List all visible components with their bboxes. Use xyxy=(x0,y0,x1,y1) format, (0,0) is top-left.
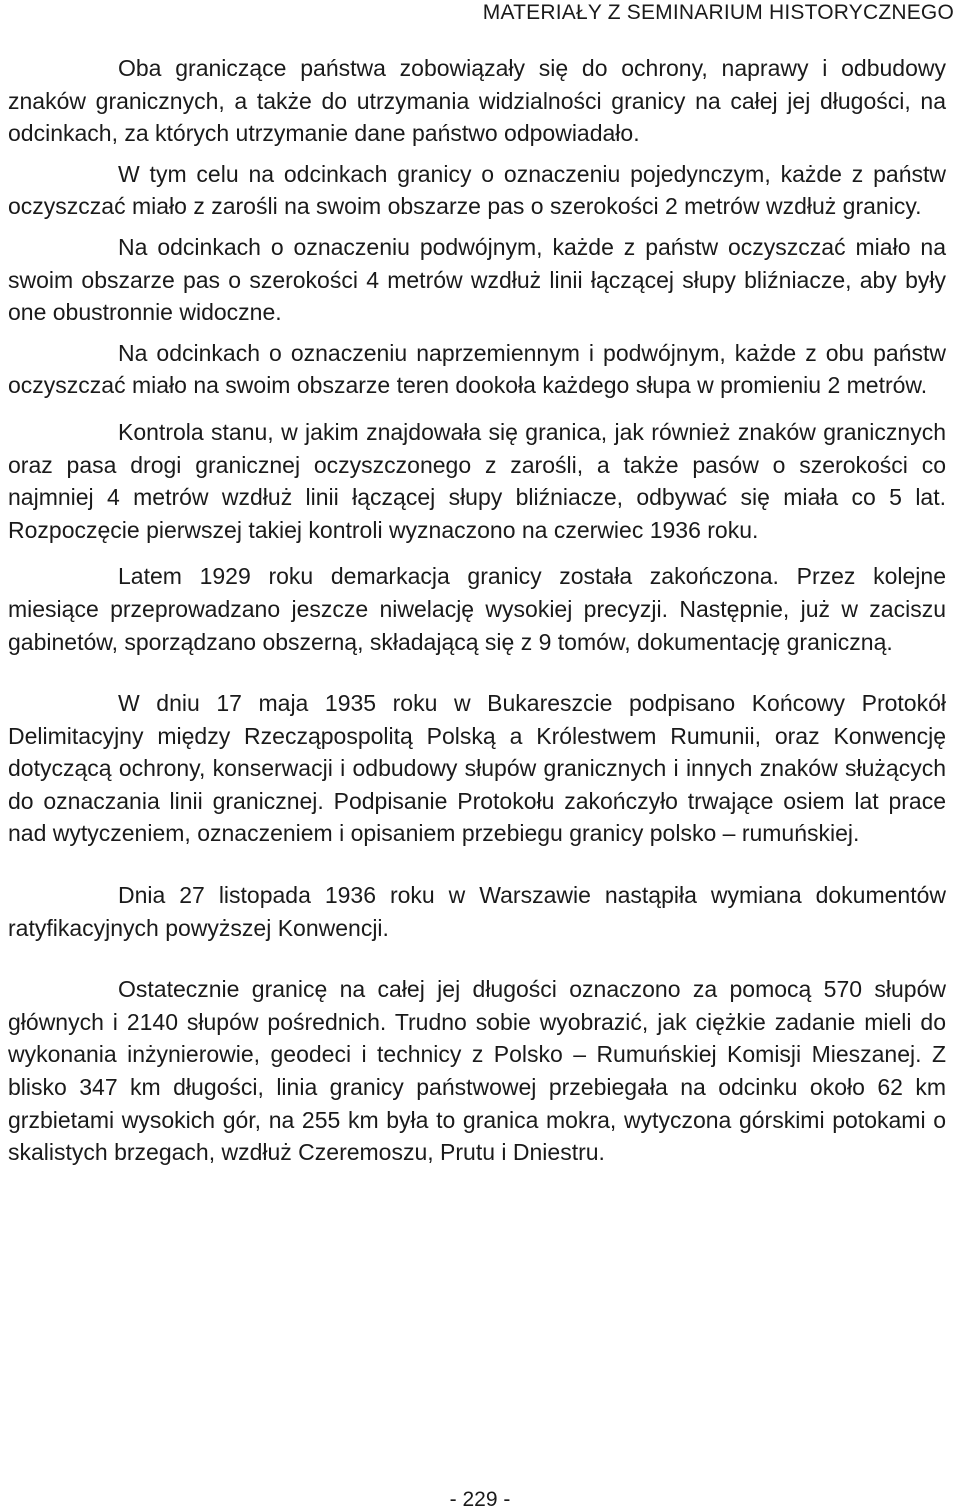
article-body xyxy=(8,52,946,1169)
paragraph-alternating-marking: Na odcinkach o oznaczeniu naprzemiennym i podwójnym, każde z obu państw oczyszczać miało na swoim obszarze teren dookoła każdego słupa w promieniu 2 metrów. xyxy=(8,339,946,399)
paragraph-border-statistics: Ostatecznie granicę na całej jej długości oznaczono za pomocą 570 słupów głównych i 2140 słupów pośrednich. Trudno sobie wyobrazić, jak ciężkie zadanie mieli do wykonania inżynierowie, geodeci i technicy z Polsko – Rumuńskiej Komisji Mieszanej. Z blisko 347 km długości, linia granicy państwowej przebiegała na odcinku około 62 km grzbietami wysokich gór, na 255 km była to granica mokra, wytyczona górskimi potokami o skalistych brzegach, wzdłuż Czeremoszu, Prutu i Dniestru. xyxy=(8,976,946,1166)
paragraph-inspection: Kontrola stanu, w jakim znajdowała się granica, jak również znaków granicznych oraz pasa drogi granicznej oczyszczonego z zarośli, a także pasów o szerokości co najmniej 4 metrów wzdłuż linii łączącej słupy bliźniacze, odbywać się miała co 5 lat. Rozpoczęcie pierwszej takiej kontroli wyznaczono na czerwiec 1936 roku. xyxy=(8,418,946,543)
paragraph-bucharest-protocol: W dniu 17 maja 1935 roku w Bukareszcie podpisano Końcowy Protokół Delimitacyjny między Rzecząpospolitą Polską a Królestwem Rumunii, oraz Konwencję dotyczącą ochrony, konserwacji i odbudowy słupów granicznych i innych znaków służących do oznaczania linii granicznej. Podpisanie Protokołu zakończyło trwające osiem lat prace nad wytyczeniem, oznaczeniem i opisaniem przebiegu granicy polsko – rumuńskiej. xyxy=(8,690,946,847)
running-header: MATERIAŁY Z SEMINARIUM HISTORYCZNEGO xyxy=(482,1,954,24)
paragraph-ratification: Dnia 27 listopada 1936 roku w Warszawie nastąpiła wymiana dokumentów ratyfikacyjnych powyższej Konwencji. xyxy=(8,882,946,941)
paragraph-single-marking: W tym celu na odcinkach granicy o oznaczeniu pojedynczym, każde z państw oczyszczać miało z zarośli na swoim obszarze pas o szerokości 2 metrów wzdłuż granicy. xyxy=(8,160,946,220)
paragraph-demarcation-completed: Latem 1929 roku demarkacja granicy została zakończona. Przez kolejne miesiące przeprowadzano jeszcze niwelację wysokiej precyzji. Następnie, już w zaciszu gabinetów, sporządzano obszerną, składającą się z 9 tomów, dokumentację graniczną. xyxy=(8,563,946,655)
paragraph-double-marking: Na odcinkach o oznaczeniu podwójnym, każde z państw oczyszczać miało na swoim obszarze pas o szerokości 4 metrów wzdłuż linii łączącej słupy bliźniacze, aby były one obustronnie widoczne. xyxy=(8,233,946,326)
page-number: - 229 - xyxy=(449,1488,511,1511)
paragraph-border-maintenance: Oba graniczące państwa zobowiązały się do ochrony, naprawy i odbudowy znaków granicznych, a także do utrzymania widzialności granicy na całej jej długości, na odcinkach, za których utrzymanie dane państwo odpowiadało. xyxy=(8,55,946,147)
